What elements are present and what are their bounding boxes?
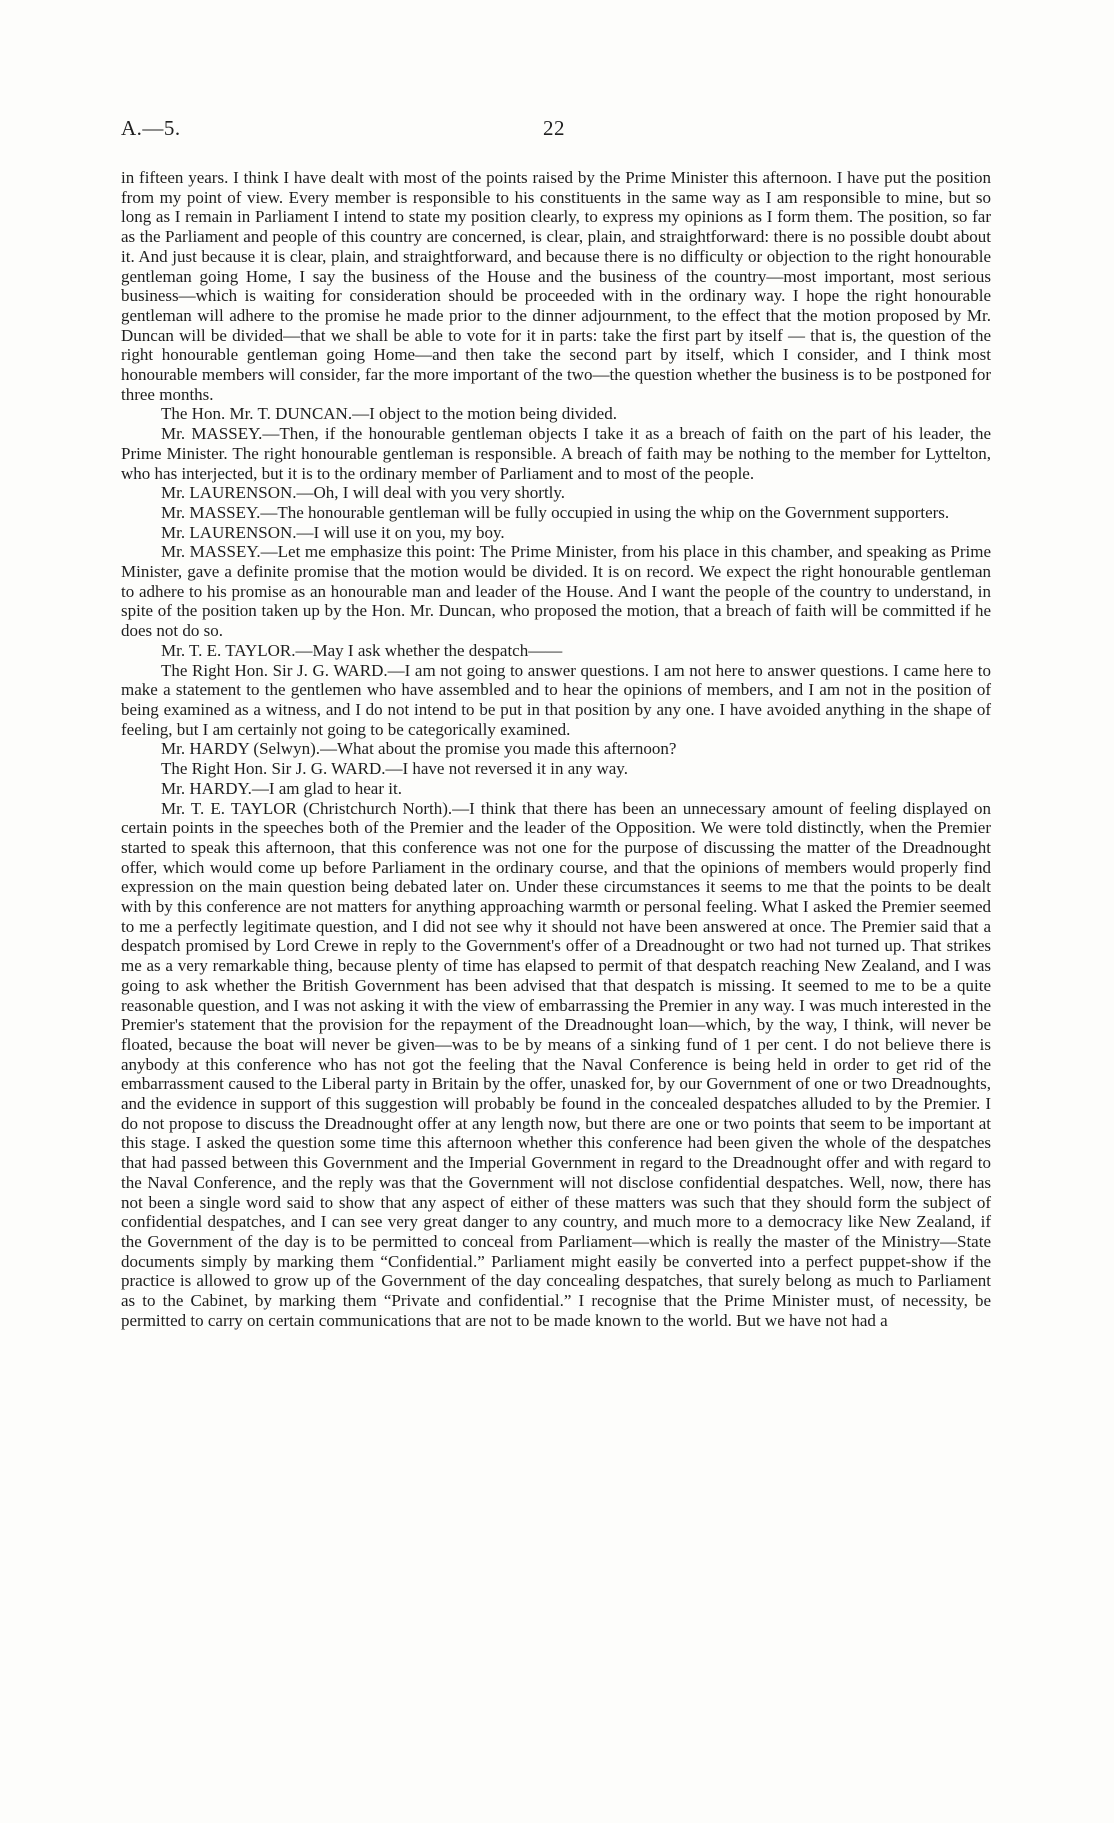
paragraph-massey: Mr. MASSEY.—The honourable gentleman will be fully occupied in using the whip on the Government supporters. — [161, 502, 950, 522]
paragraph-massey: Mr. MASSEY.—Let me emphasize this point: The Prime Minister, from his place in this chamber, and speaking as Prime Minister, gave a definite promise that the motion would be divided. It is on record. We expect the right honourable gentleman to adhere to his promise as an honourable man and leader of the House. And I want the people of the country to understand, in spite of the position taken up by the Hon. Mr. Duncan, who proposed the motion, that a breach of faith will be committed if he does not do so. — [121, 542, 991, 641]
document-reference: A.—5. — [121, 116, 181, 140]
paragraph-ward: The Right Hon. Sir J. G. WARD.—I am not going to answer questions. I am not here to answer questions. I came here to make a statement to the gentlemen who have assembled and to hear the opinions of members, and I am not in the position of being examined as a witness, and I do not intend to be put in that position by any one. I have avoided anything in the shape of feeling, but I am certainly not going to be categorically examined. — [121, 660, 991, 739]
paragraph-laurenson: Mr. LAURENSON.—I will use it on you, my boy. — [161, 522, 505, 542]
paragraph-continued: in fifteen years. I think I have dealt with most of the points raised by the Prime Minister this afternoon. I have put the position from my point of view. Every member is responsible to his constituents in the same way as I am responsible to mine, but so long as I remain in Parliament I intend to state my position clearly, to express my opinions as I form them. The position, so far as the Parliament and people of this country are concerned, is clear, plain, and straightforward: there is no possible doubt about it. And just because it is clear, plain, and straightforward, and because there is no difficulty or objection to the right honourable gentleman going Home, I say the business of the House and the business of the country—most important, most serious business—which is waiting for consideration should be proceeded with in the ordinary way. I hope the right honourable gentleman will adhere to the promise he made prior to the dinner adjournment, to the effect that the motion proposed by Mr. Duncan will be divided—that we shall be able to vote for it in parts: take the first part by itself — that is, the question of the right honourable gentleman going Home—and then take the second part by itself, which I consider, and I think most honourable members will consider, far the more important of the two—the question whether the business is to be postponed for three months. — [121, 168, 991, 404]
paragraph-taylor-speech: Mr. T. E. TAYLOR (Christchurch North).—I think that there has been an unnecessary amount of feeling displayed on certain points in the speeches both of the Premier and the leader of the Opposition. We were told distinctly, when the Premier started to speak this afternoon, that this conference was not one for the purpose of discussing the matter of the Dreadnought offer, which would come up before Parliament in the ordinary course, and that the opinions of members would properly find expression on the main question being debated later on. Under these circumstances it seems to me that the points to be dealt with by this conference are not matters for anything approaching warmth or personal feeling. What I asked the Premier seemed to me a perfectly legitimate question, and I did not see why it should not have been answered at once. The Premier said that a despatch promised by Lord Crewe in reply to the Government's offer of a Dreadnought or two had not turned up. That strikes me as a very remarkable thing, because plenty of time has elapsed to permit of that despatch reaching New Zealand, and I was going to ask whether the British Government has been advised that that despatch is missing. It seemed to me to be a quite reasonable question, and I was not asking it with the view of embarrassing the Premier in any way. I was much interested in the Premier's statement that the provision for the repayment of the Dreadnought loan—which, by the way, I think, will never be floated, because the boat will never be given—was to be by means of a sinking fund of 1 per cent. I do not believe there is anybody at this conference who has not got the feeling that the Naval Conference is being held in order to get rid of the embarrassment caused to the Liberal party in Britain by the offer, unasked for, by our Government of one or two Dreadnoughts, and the evidence in support of this suggestion will probably be found in the concealed despatches alluded to by the Premier. I do not propose to discuss the Dreadnought offer at any length now, but there are one or two points that seem to be important at this stage. I asked the question some time this afternoon whether this conference had been given the whole of the despatches that had passed between this Government and the Imperial Government in regard to the Dreadnought offer and with regard to the Naval Conference, and the reply was that the Government will not disclose confidential despatches. Well, now, there has not been a single word said to show that any aspect of either of these matters was such that they should form the subject of confidential despatches, and I can see very great danger to any country, and much more to a democracy like New Zealand, if the Government of the day is to be permitted to conceal from Parliament—which is really the master of the Ministry—State documents simply by marking them “Confidential.” Parliament might easily be converted into a perfect puppet-show if the practice is allowed to grow up of the Government of the day concealing despatches, that surely belong as much to Parliament as to the Cabinet, by marking them “Private and confidential.” I recognise that the Prime Minister must, of necessity, be permitted to carry on certain communications that are not to be made known to the world. But we have not had a — [121, 798, 991, 1330]
paragraph-massey: Mr. MASSEY.—Then, if the honourable gentleman objects I take it as a breach of faith on the part of his leader, the Prime Minister. The right honourable gentleman is responsible. A breach of faith may be nothing to the member for Lyttelton, who has interjected, but it is to the ordinary member of Parliament and to most of the people. — [121, 424, 991, 483]
body-text — [121, 168, 991, 1330]
paragraph-hardy: Mr. HARDY.—I am glad to hear it. — [161, 778, 402, 798]
paragraph-duncan: The Hon. Mr. T. DUNCAN.—I object to the motion being divided. — [161, 404, 617, 424]
paragraph-taylor: Mr. T. E. TAYLOR.—May I ask whether the despatch—— — [161, 640, 563, 660]
paragraph-laurenson: Mr. LAURENSON.—Oh, I will deal with you very shortly. — [161, 483, 566, 503]
page-number: 22 — [543, 116, 565, 140]
paragraph-ward: The Right Hon. Sir J. G. WARD.—I have not reversed it in any way. — [161, 759, 628, 779]
page-header — [121, 116, 991, 144]
paragraph-hardy: Mr. HARDY (Selwyn).—What about the promise you made this afternoon? — [161, 739, 677, 759]
